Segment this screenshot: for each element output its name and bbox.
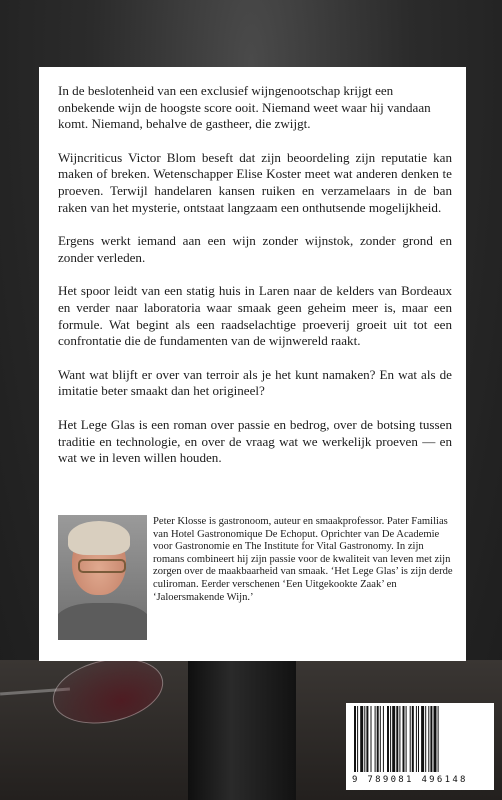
barcode-icon — [352, 706, 482, 772]
blurb-paragraph-1: In de beslotenheid van een exclusief wijngenootschap krijgt een onbekende wijn de hoogste score ooit. Niemand weet waar hij vandaan komt. Niemand, behalve de gastheer, die zwijgt. — [58, 83, 431, 132]
blurb-paragraph-4: Het spoor leidt van een statig huis in Laren naar de kelders van Bordeaux en verder naar laboratoria waar smaak geen geheim meer is, maar een formule. Wat begint als een raadselachtige proeverij groeit uit tot een confrontatie die de fundamenten van de wijnwereld raakt. — [58, 283, 452, 349]
author-photo — [58, 515, 147, 640]
author-bio: Peter Klosse is gastronoom, auteur en smaakprofessor. Pater Familias van Hotel Gastronomique De Echoput. Oprichter van De Academie voor Gastronomie en The Institute for Vital Gastronomy. In zijn romans combineert hij zijn passie voor de kwaliteit van leven met zijn zorgen over de maakbaarheid van smaak. ‘Het Lege Glas’ is zijn derde culiroman. Eerder verschenen ‘Een Uitgekookte Zaak’ en ‘Jaloersmakende Wijn.’ — [153, 516, 453, 603]
blurb-text — [58, 83, 452, 484]
blurb-paragraph-5: Want wat blijft er over van terroir als je het kunt namaken? En wat als de imitatie beter smaakt dan het origineel? — [58, 366, 452, 399]
blurb-paragraph-3: Ergens werkt iemand aan een wijn zonder wijnstok, zonder grond en zonder verleden. — [58, 233, 452, 265]
blurb-paragraph-2: Wijncriticus Victor Blom beseft dat zijn beoordeling zijn reputatie kan maken of breken. Wetenschapper Elise Koster meet wat anderen denken te proeven. Terwijl handelaren kansen ruiken en verzamelaars in de ban raken van het mysterie, ontstaat langzaam een onthutsende mogelijkheid. — [58, 149, 452, 215]
isbn-number: 9 789081 496148 — [352, 775, 468, 785]
blurb-paragraph-6: Het Lege Glas is een roman over passie en bedrog, over de botsing tussen traditie en technologie, en over de vraag wat we werkelijk proeven — en wat we in leven willen houden. — [58, 416, 452, 466]
